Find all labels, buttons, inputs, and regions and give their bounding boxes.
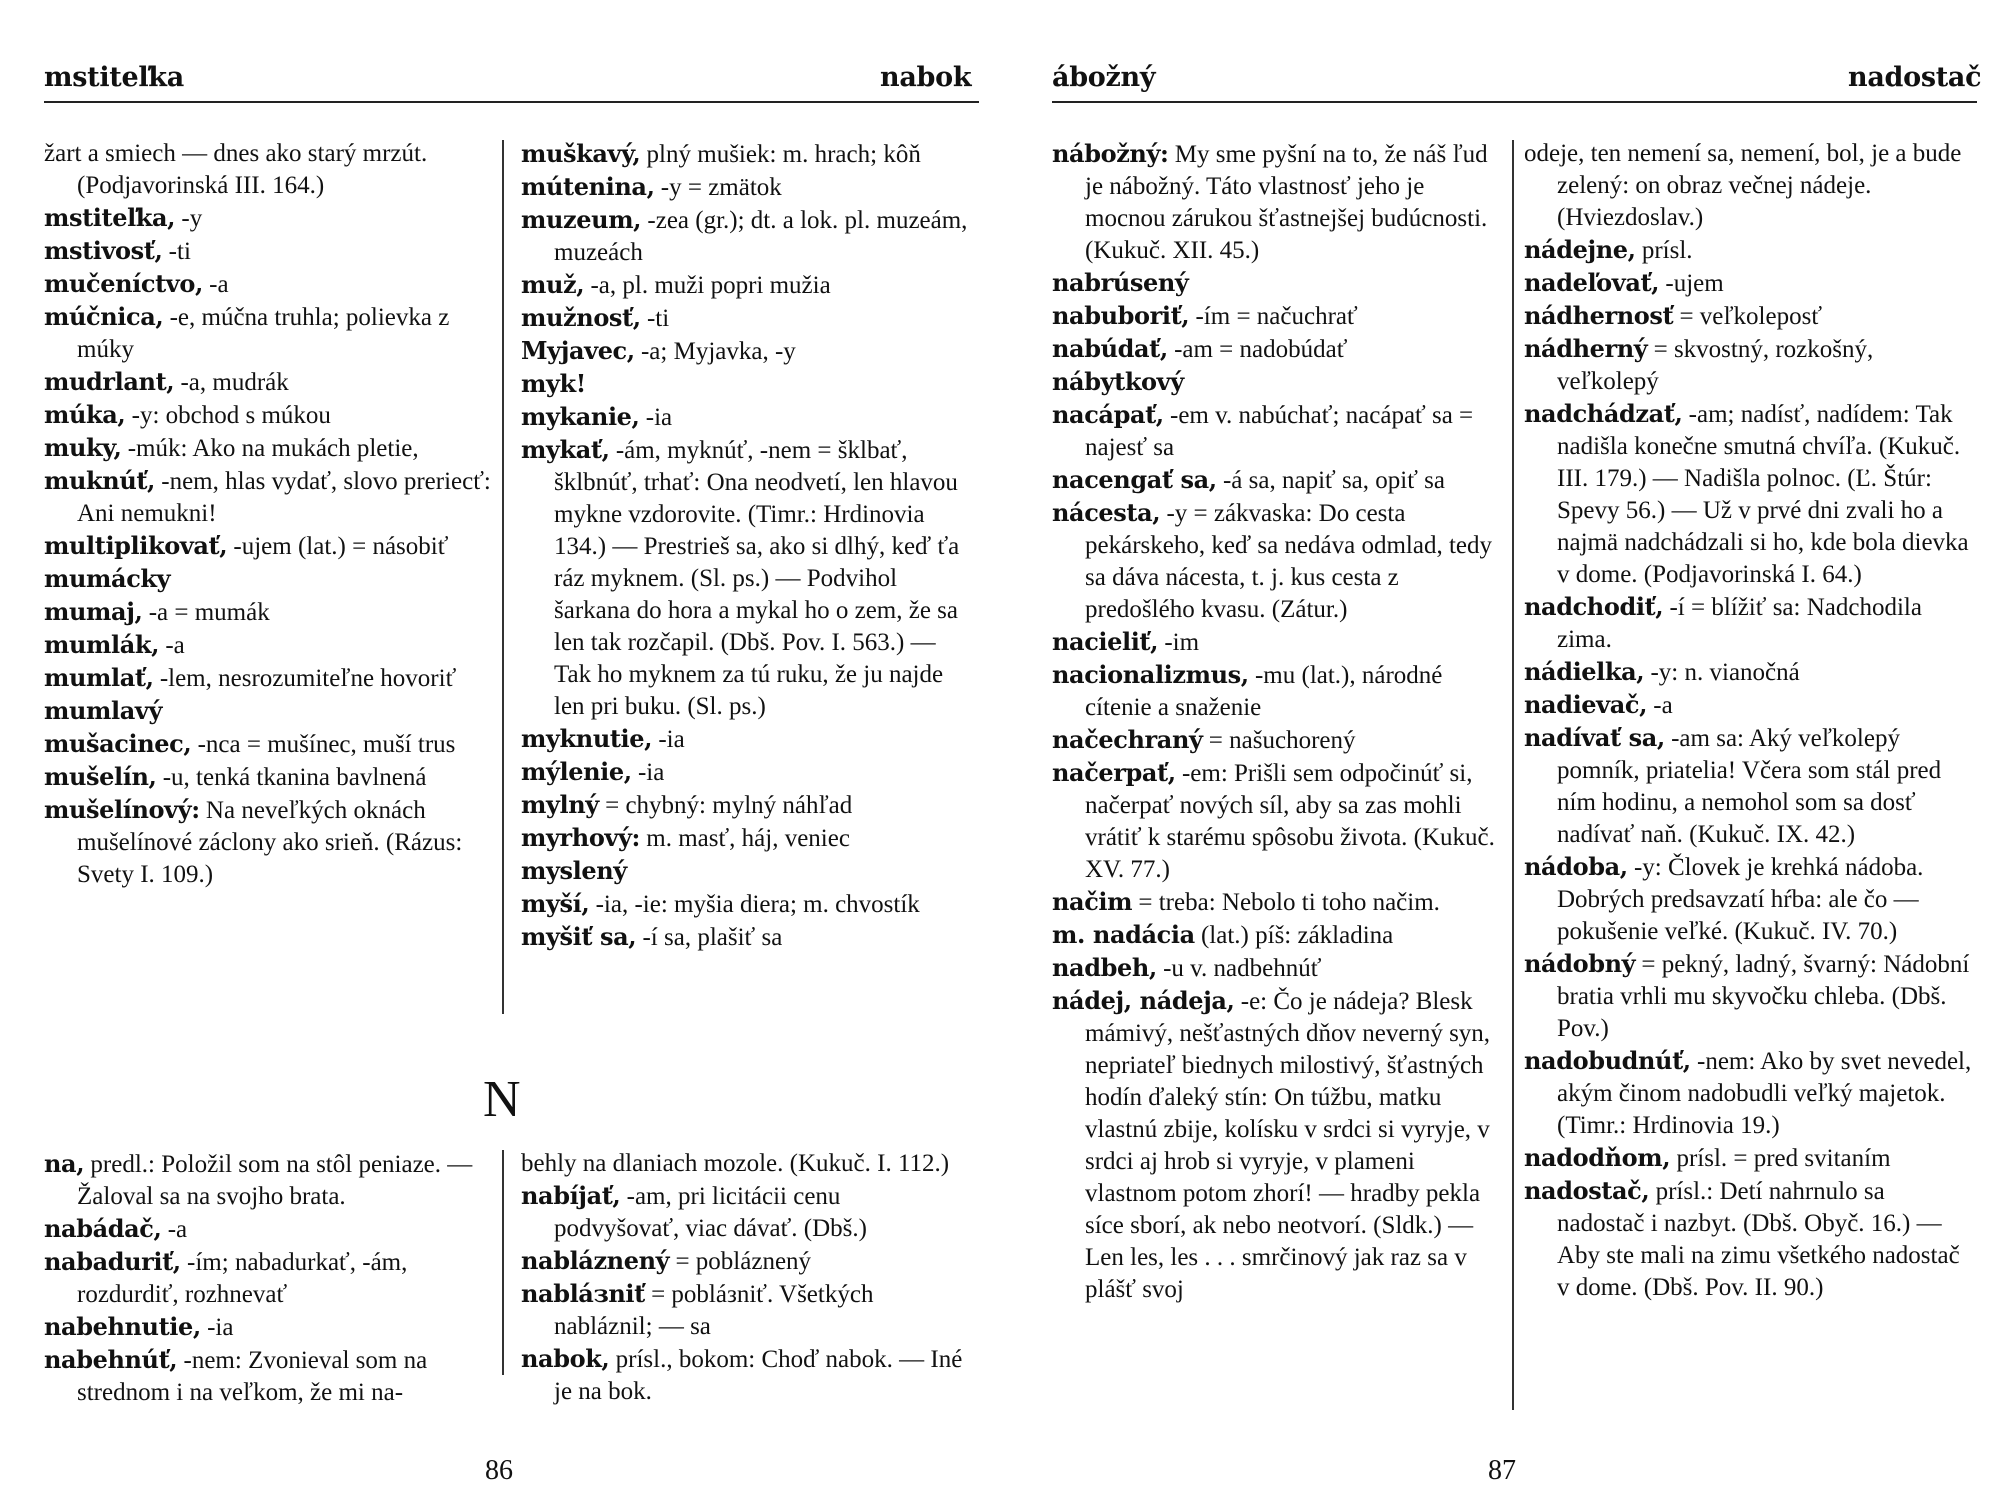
headword: mumlák, bbox=[44, 630, 160, 659]
dictionary-entry bbox=[521, 921, 971, 954]
dictionary-entry bbox=[44, 563, 494, 596]
definition: -nca = mušínec, muší trus bbox=[191, 731, 456, 758]
headword: mudrlant, bbox=[44, 367, 175, 396]
dictionary-entry bbox=[44, 662, 494, 695]
dictionary-entry bbox=[1052, 886, 1508, 919]
definition: -im bbox=[1158, 629, 1200, 656]
headword: mumaj, bbox=[44, 597, 143, 626]
dictionary-entry bbox=[521, 335, 971, 368]
dictionary-entry bbox=[521, 138, 971, 171]
dictionary-entry bbox=[44, 138, 494, 202]
dictionary-entry bbox=[1052, 952, 1508, 985]
dictionary-entry bbox=[1524, 1175, 1976, 1304]
headword: nadeľovať, bbox=[1524, 268, 1660, 297]
definition: prísl. bbox=[1635, 237, 1693, 264]
definition: -múk: Ako na mukách pletie, bbox=[121, 435, 419, 462]
dictionary-entry bbox=[44, 366, 494, 399]
headword: nádobný bbox=[1524, 949, 1636, 978]
headword: nacengať sa, bbox=[1052, 465, 1217, 494]
headword: multiplikovať, bbox=[44, 531, 228, 560]
dictionary-entry bbox=[521, 822, 971, 855]
definition: = pekný, ladný, švarný: Nádobní bratia vrhli mu skyvočku chleba. (Dbš. Pov.) bbox=[1557, 951, 1970, 1042]
right-page bbox=[1000, 0, 1996, 1500]
definition: -lem, nesrozumiteľne hovoriť bbox=[153, 665, 457, 692]
definition: -á sa, napiť sa, opiť sa bbox=[1216, 467, 1445, 494]
header-rule bbox=[44, 101, 979, 103]
dictionary-entry bbox=[1524, 333, 1976, 398]
dictionary-entry bbox=[1052, 366, 1508, 399]
column-2 bbox=[1524, 138, 1976, 1304]
column-4 bbox=[521, 1148, 971, 1408]
dictionary-entry bbox=[44, 268, 494, 301]
headword: nabehnúť, bbox=[44, 1345, 178, 1374]
definition: -u, tenká tkanina bavlnená bbox=[156, 764, 427, 791]
headword: mučeníctvo, bbox=[44, 269, 203, 298]
definition: -ím; nabadurkať, -ám, rozdurdiť, rozhnevať bbox=[77, 1249, 408, 1308]
dictionary-entry bbox=[1524, 234, 1976, 267]
definition: -a bbox=[159, 632, 185, 659]
definition: My sme pyšní na to, že náš ľud je nábožný. Táto vlastnosť jeho je mocnou zárukou šťastnejšej budúcnosti. (Kukuč. XII. 45.) bbox=[1085, 141, 1488, 264]
dictionary-entry bbox=[521, 723, 971, 756]
dictionary-entry bbox=[521, 756, 971, 789]
dictionary-entry bbox=[1052, 985, 1508, 1306]
dictionary-entry bbox=[44, 465, 494, 530]
headword: muškavý, bbox=[521, 139, 641, 168]
headword: mušacinec, bbox=[44, 729, 192, 758]
headword: mstiteľka, bbox=[44, 203, 176, 232]
dictionary-entry bbox=[521, 1343, 971, 1408]
dictionary-entry bbox=[44, 1246, 494, 1311]
headword: nábožný: bbox=[1052, 139, 1169, 168]
dictionary-entry bbox=[44, 761, 494, 794]
dictionary-entry bbox=[1052, 267, 1508, 300]
headword: nadbeh, bbox=[1052, 953, 1157, 982]
definition: plný mušiek: m. hrach; kôň bbox=[640, 141, 921, 168]
dictionary-entry bbox=[1052, 464, 1508, 497]
headword: mumácky bbox=[44, 564, 171, 593]
definition: -a bbox=[1647, 692, 1673, 719]
definition: žart a smiech — dnes ako starý mrzút. (Podjavorinská III. 164.) bbox=[44, 140, 428, 199]
definition: -am; nadísť, nadídem: Tak nadišla konečne smutná chvíľa. (Kukuč. III. 179.) — Nadišla polnoc. (Ľ. Štúr: Spevy 56.) — Už v prvé dni zvali ho a najmä nadchádzali si ho, kde bola dievka v dome. (Podjavorinská I. 64.) bbox=[1557, 401, 1969, 588]
headword: muky, bbox=[44, 433, 122, 462]
headword: myknutie, bbox=[521, 724, 653, 753]
definition: -am, pri licitácii cenu podvyšovať, viac dávať. (Dbš.) bbox=[554, 1183, 867, 1242]
header-rule bbox=[1052, 101, 1977, 103]
dictionary-entry bbox=[44, 1148, 494, 1213]
definition: = našuchorený bbox=[1202, 727, 1356, 754]
definition: -ia bbox=[652, 726, 685, 753]
definition: prísl., bokom: Choď nabok. — Iné je na bok. bbox=[554, 1346, 963, 1405]
dictionary-entry bbox=[1524, 1045, 1976, 1142]
dictionary-entry bbox=[521, 434, 971, 723]
headword: myslený bbox=[521, 856, 627, 885]
definition: -em: Prišli sem odpočinúť si, načerpať nových síl, aby sa zas mohli vrátiť k starému spôsobu života. (Kukuč. XV. 77.) bbox=[1085, 760, 1495, 883]
definition: = veľkoleposť bbox=[1673, 303, 1823, 330]
running-head-first: ábožný bbox=[1052, 62, 1156, 93]
headword: nadobudnúť, bbox=[1524, 1046, 1691, 1075]
column-1 bbox=[1052, 138, 1508, 1306]
definition: -y: n. vianočná bbox=[1644, 659, 1800, 686]
definition: prísl. = pred svitaním bbox=[1670, 1145, 1891, 1172]
headword: nabádač, bbox=[44, 1214, 162, 1243]
dictionary-entry bbox=[1524, 591, 1976, 656]
dictionary-entry bbox=[44, 301, 494, 366]
headword: myšiť sa, bbox=[521, 922, 637, 951]
headword: nádej, nádeja, bbox=[1052, 986, 1235, 1015]
definition: -ia bbox=[631, 759, 665, 786]
headword: myrhový: bbox=[521, 823, 640, 852]
definition: -y = zákvaska: Do cesta pekárskeho, keď sa nedáva odmlad, tedy sa dáva nácesta, t. j. kus cesta z predošlého kvasu. (Zátur.) bbox=[1085, 500, 1492, 623]
definition: = treba: Nebolo ti toho načim. bbox=[1132, 889, 1440, 916]
definition: -am = nadobúdať bbox=[1167, 336, 1348, 363]
headword: mstivosť, bbox=[44, 236, 163, 265]
column-2 bbox=[521, 138, 971, 954]
headword: nabrúsený bbox=[1052, 268, 1189, 297]
headword: muzeum, bbox=[521, 205, 642, 234]
running-head-first: mstiteľka bbox=[44, 62, 184, 93]
dictionary-entry bbox=[1524, 138, 1976, 234]
dictionary-entry bbox=[1052, 399, 1508, 464]
dictionary-entry bbox=[1524, 300, 1976, 333]
dictionary-entry bbox=[44, 629, 494, 662]
dictionary-entry bbox=[44, 794, 494, 891]
headword: nadchodiť, bbox=[1524, 592, 1664, 621]
headword: mužnosť, bbox=[521, 303, 641, 332]
dictionary-entry bbox=[44, 530, 494, 563]
letter-heading: N bbox=[483, 1071, 521, 1128]
dictionary-entry bbox=[1052, 757, 1508, 886]
headword: nabuboriť, bbox=[1052, 301, 1190, 330]
dictionary-entry bbox=[44, 728, 494, 761]
headword: nabíjať, bbox=[521, 1181, 621, 1210]
dictionary-entry bbox=[1052, 300, 1508, 333]
dictionary-entry bbox=[521, 204, 971, 269]
dictionary-entry bbox=[1524, 689, 1976, 722]
headword: načim bbox=[1052, 887, 1133, 916]
dictionary-entry bbox=[521, 401, 971, 434]
dictionary-entry bbox=[521, 888, 971, 921]
dictionary-entry bbox=[44, 399, 494, 432]
definition: -y = zmätok bbox=[654, 174, 782, 201]
definition: -am sa: Aký veľkolepý pomník, priatelia! Včera som stál pred ním hodinu, a nemohol som sa dosť nadívať naň. (Kukuč. IX. 42.) bbox=[1557, 725, 1942, 848]
headword: mýlenie, bbox=[521, 757, 632, 786]
page-number: 86 bbox=[485, 1455, 513, 1486]
dictionary-entry bbox=[1052, 497, 1508, 626]
definition: -a; Myjavka, -y bbox=[634, 338, 796, 365]
dictionary-entry bbox=[44, 235, 494, 268]
headword: nácesta, bbox=[1052, 498, 1161, 527]
column-divider bbox=[1512, 140, 1514, 1410]
headword: nacápať, bbox=[1052, 400, 1164, 429]
dictionary-entry bbox=[1524, 656, 1976, 689]
column-1 bbox=[44, 138, 494, 891]
dictionary-entry bbox=[521, 368, 971, 401]
definition: = pobláznený bbox=[669, 1248, 812, 1275]
headword: múka, bbox=[44, 400, 126, 429]
definition: -y: obchod s múkou bbox=[125, 402, 331, 429]
headword: nacieliť, bbox=[1052, 627, 1159, 656]
dictionary-entry bbox=[44, 432, 494, 465]
dictionary-entry bbox=[1524, 1142, 1976, 1175]
headword: muž, bbox=[521, 270, 585, 299]
definition: -y bbox=[175, 205, 203, 232]
definition: -nem: Ako by svet nevedel, akým činom nadobudli veľký majetok. (Timr.: Hrdinovia 19.) bbox=[1557, 1048, 1972, 1139]
dictionary-entry bbox=[521, 1180, 971, 1245]
headword: nádhernosť bbox=[1524, 301, 1674, 330]
definition: Na neveľkých oknách mušelínové záclony ako srieň. (Rázus: Svety I. 109.) bbox=[77, 797, 463, 888]
headword: mylný bbox=[521, 790, 599, 819]
definition: -í sa, plašiť sa bbox=[636, 924, 783, 951]
definition: -a, mudrák bbox=[174, 369, 289, 396]
headword: myší, bbox=[521, 889, 590, 918]
definition: -a bbox=[161, 1216, 188, 1243]
headword: nabláзniť bbox=[521, 1279, 645, 1308]
definition: -em v. nabúchať; nacápať sa = najesť sa bbox=[1085, 402, 1474, 461]
definition: = pobláзniť. Všetkých nabláznil; — sa bbox=[554, 1281, 874, 1340]
definition: = skvostný, rozkošný, veľkolepý bbox=[1557, 336, 1874, 395]
definition: -u v. nadbehnúť bbox=[1156, 955, 1322, 982]
definition: -nem, hlas vydať, slovo prerieсť: Ani nemukni! bbox=[77, 468, 491, 527]
headword: nabaduriť, bbox=[44, 1247, 181, 1276]
headword: mušelínový: bbox=[44, 795, 200, 824]
headword: Myjavec, bbox=[521, 336, 635, 365]
definition: -a bbox=[202, 271, 229, 298]
dictionary-entry bbox=[1524, 851, 1976, 948]
definition: -ujem bbox=[1659, 270, 1724, 297]
dictionary-entry bbox=[1052, 626, 1508, 659]
headword: nabok, bbox=[521, 1344, 610, 1373]
dictionary-entry bbox=[521, 269, 971, 302]
dictionary-entry bbox=[44, 1213, 494, 1246]
dictionary-entry bbox=[521, 1278, 971, 1343]
headword: mumlať, bbox=[44, 663, 154, 692]
column-divider-lower bbox=[502, 1150, 504, 1375]
definition: (lat.) píš: základina bbox=[1194, 922, 1394, 949]
headword: m. nadácia bbox=[1052, 920, 1195, 949]
headword: múčnica, bbox=[44, 302, 164, 331]
dictionary-entry bbox=[1524, 948, 1976, 1045]
dictionary-entry bbox=[1052, 333, 1508, 366]
dictionary-entry bbox=[1052, 138, 1508, 267]
headword: nadievač, bbox=[1524, 690, 1648, 719]
column-divider bbox=[502, 140, 504, 1014]
definition: -nem: Zvonieval som na strednom i na veľkom, že mi na- bbox=[77, 1347, 428, 1406]
definition: -ám, myknúť, -nem = šklbať, šklbnúť, trhať: Ona neodvetí, len hlavou mykne vzdorovite. (Timr.: Hrdinovia 134.) — Prestrieš sa, ako si dlhý, keď ťa ráz myknem. (Sl. ps.) — Podvihol šarkana do hora a mykal ho o zem, že sa len tak rozčapil. (Dbš. Pov. I. 563.) — Tak ho myknem za tú ruku, že ju najde len pri buku. (Sl. ps.) bbox=[554, 437, 960, 720]
headword: na, bbox=[44, 1149, 85, 1178]
dictionary-entry bbox=[44, 695, 494, 728]
definition: -ujem (lat.) = násobiť bbox=[227, 533, 449, 560]
headword: nábytkový bbox=[1052, 367, 1184, 396]
dictionary-entry bbox=[521, 855, 971, 888]
headword: nadodňom, bbox=[1524, 1143, 1671, 1172]
headword: nádherný bbox=[1524, 334, 1648, 363]
headword: nadívať sa, bbox=[1524, 723, 1665, 752]
headword: nádielka, bbox=[1524, 657, 1645, 686]
headword: nadostač, bbox=[1524, 1176, 1650, 1205]
dictionary-entry bbox=[521, 1148, 971, 1180]
headword: nádejne, bbox=[1524, 235, 1636, 264]
headword: mumlavý bbox=[44, 696, 162, 725]
headword: nabúdať, bbox=[1052, 334, 1168, 363]
column-3 bbox=[44, 1148, 494, 1409]
headword: mušelín, bbox=[44, 762, 157, 791]
definition: m. masť, háj, veniec bbox=[640, 825, 850, 852]
page-number: 87 bbox=[1488, 1455, 1516, 1486]
headword: načechraný bbox=[1052, 725, 1203, 754]
dictionary-entry bbox=[1524, 722, 1976, 851]
definition: = chybný: mylný náhľad bbox=[598, 792, 853, 819]
definition: behly na dlaniach mozole. (Kukuč. I. 112.) bbox=[521, 1150, 950, 1177]
dictionary-entry bbox=[521, 171, 971, 204]
headword: mútenina, bbox=[521, 172, 655, 201]
definition: -ia bbox=[200, 1314, 234, 1341]
definition: -mu (lat.), národné cítenie a snaženie bbox=[1085, 662, 1443, 721]
dictionary-entry bbox=[44, 1344, 494, 1409]
running-head-last: nabok bbox=[880, 62, 972, 93]
definition: -ti bbox=[162, 238, 191, 265]
headword: mykať, bbox=[521, 435, 610, 464]
dictionary-entry bbox=[1524, 398, 1976, 591]
dictionary-entry bbox=[1052, 919, 1508, 952]
definition: -ia, -ie: myšia diera; m. chvostík bbox=[589, 891, 920, 918]
definition: prísl.: Detí nahrnulo sa nadostač i nazbyt. (Dbš. Obyč. 16.) — Aby ste mali na zimu všetkého nadostač v dome. (Dbš. Pov. II. 90.) bbox=[1557, 1178, 1960, 1301]
headword: nádoba, bbox=[1524, 852, 1628, 881]
definition: -e: Čo je nádeja? Blesk mámivý, nešťastných dňov neverný syn, nepriateľ biednych milostivý, šťastných hodín ďaleký stín: On túžbu, matku vlastnú zbije, kolísku v srdci si vyryje, v srdci aj hrob si vyryje, v plameni vlastnom potom zhorí! — hradby pekla síce sborí, ak nebo neotvorí. (Sldk.) — Len les, les . . . smrčinový jak raz sa v plášť svoj bbox=[1085, 988, 1491, 1303]
dictionary-entry bbox=[521, 789, 971, 822]
dictionary-entry bbox=[44, 1311, 494, 1344]
definition: -e, múčna truhla; polievka z múky bbox=[77, 304, 450, 363]
dictionary-entry bbox=[1052, 659, 1508, 724]
headword: mykanie, bbox=[521, 402, 640, 431]
dictionary-entry bbox=[521, 302, 971, 335]
headword: myk! bbox=[521, 369, 586, 398]
headword: nacionalizmus, bbox=[1052, 660, 1249, 689]
dictionary-entry bbox=[521, 1245, 971, 1278]
dictionary-entry bbox=[1524, 267, 1976, 300]
definition: -ti bbox=[640, 305, 670, 332]
dictionary-entry bbox=[44, 202, 494, 235]
definition: -zea (gr.); dt. a lok. pl. muzeám, muzeách bbox=[554, 207, 968, 266]
headword: muknúť, bbox=[44, 466, 156, 495]
headword: nabehnutie, bbox=[44, 1312, 201, 1341]
definition: -í = blížiť sa: Nadchodila zima. bbox=[1557, 594, 1922, 653]
definition: odeje, ten nemení sa, nemení, bol, je a bude zelený: on obraz večnej nádeje. (Hviezdoslav.) bbox=[1524, 140, 1962, 231]
definition: -a, pl. muži popri mužia bbox=[584, 272, 831, 299]
definition: -y: Človek je krehká nádoba. Dobrých predsavzatí hŕba: ale čo — pokušenie veľké. (Kukuč. IV. 70.) bbox=[1557, 854, 1924, 945]
dictionary-entry bbox=[44, 596, 494, 629]
definition: -a = mumák bbox=[142, 599, 270, 626]
definition: -ím = načuchrať bbox=[1189, 303, 1358, 330]
headword: nadchádzať, bbox=[1524, 399, 1683, 428]
dictionary-entry bbox=[1052, 724, 1508, 757]
running-head-last: nadostač bbox=[1848, 62, 1982, 93]
definition: -ia bbox=[639, 404, 673, 431]
headword: načerpať, bbox=[1052, 758, 1176, 787]
definition: predl.: Položil som na stôl peniaze. — Žaloval sa na svojho brata. bbox=[77, 1151, 473, 1210]
headword: nabláznený bbox=[521, 1246, 670, 1275]
